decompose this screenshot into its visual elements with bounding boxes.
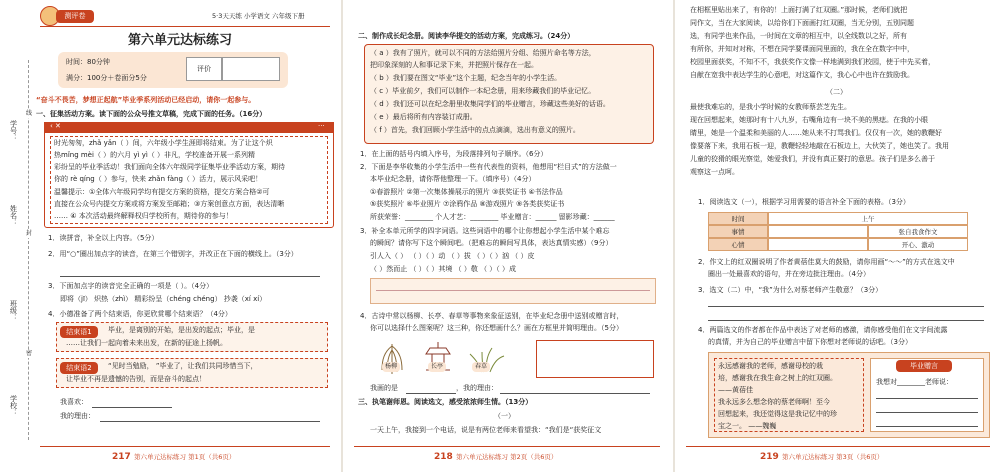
- article-line: 热mǐng mèi（ ）的六月 yì yì（ ）非凡，学校准备开展一系列精: [54, 151, 256, 159]
- plan-line: （ f ）首先，我们回顾小学生活中的点点滴滴，选出有意义的照片。: [370, 126, 580, 134]
- passage1-line: 有所你，并知对对称，不想在同学要课面同里面的，我在全在数字中中，: [690, 45, 914, 53]
- passage1-line: 自献在宽我中表达学生的心意吧，对这篇作文，我心心中也许在鼓励我。: [690, 71, 914, 79]
- back-icon[interactable]: ‹ ✕: [50, 122, 61, 130]
- pic-label-pavilion: 长亭: [428, 362, 446, 372]
- card-line: 我想对________老师说：: [876, 378, 953, 386]
- plan-line: （ d ）我们还可以在纪念册里收集同学们的毕业赠言，珍藏这些美好的话语。: [370, 100, 610, 108]
- quote-line: 宝之一。 ——魏巍: [718, 422, 777, 430]
- quote-line: 永远感谢我的老师，感谢母校的栽: [718, 362, 823, 370]
- quote-line: 回想起来，我还觉得这是我记忆中的珍: [718, 410, 837, 418]
- p2-idioms-1: 引人入（ ） （ ）（ ）动 （ ）拔 （ ）（ ）汹 （ ）皮: [370, 252, 535, 260]
- article-line: …… ④ 本次活动最终解释权归学校所有，期待你的参与！: [54, 212, 233, 220]
- message-line[interactable]: [876, 426, 978, 427]
- p3-question-4b: 的真情，并为自己的毕业赠言中留下你想对老师说的话吧。（3分）: [708, 338, 912, 346]
- footer-text: 第六单元达标练习 第1页（共6页）: [134, 453, 236, 461]
- time-label: 时间：80分钟: [66, 58, 110, 66]
- more-icon[interactable]: ···: [318, 122, 325, 130]
- p2-categories: 所获荣誉：________ 个人才艺：________ 毕业赠言：______ 留影珍藏：______: [370, 213, 615, 221]
- theme-banner: “奋斗不畏苦，梦想正起航”毕业季系列活动已经启动，请你一起参与。: [36, 96, 256, 104]
- side-label-number: 学号：: [9, 120, 18, 141]
- p2-question-2b: 本毕业纪念册，请你帮他整理一下。（填序号）（4分）: [370, 175, 536, 183]
- side-cut-3: 密: [26, 350, 33, 357]
- p2-question-4a: 4．古诗中常以杨柳、长亭、春草等事物来象征送别，在毕业纪念册中送别或赠言时，: [360, 312, 624, 320]
- p2-idioms-2: （ ）然而止 （ ）（ ）其境 （ ）敬 （ ）（ ）成: [370, 265, 517, 273]
- question-3-options: 即将（jī） 炽热（zhì） 精彩纷呈（chéng chéng） 抄袭（xí xí）: [60, 295, 267, 303]
- p3-question-1: 1．阅读选文（一），根据学习用需要的语言补全下面的表格。（3分）: [698, 198, 910, 206]
- table-cell: 上午: [768, 212, 968, 225]
- passage1-line: 选，有同学也来作品，一时间在文章的相互中，以全线数以之好，所有: [690, 32, 907, 40]
- article-line: 时光匆匆，zhǎ yǎn（ ）间，六年级小学生涯即将结束。为了让这个炽: [54, 139, 273, 147]
- table-cell-answer[interactable]: [768, 225, 868, 238]
- question-4: 4．小德准备了两个结束语，你更欣赏哪个结束语？（4分）: [48, 310, 232, 318]
- page-1: [0, 0, 340, 472]
- page-number: 218: [434, 452, 453, 462]
- side-cut-2: 封: [26, 230, 33, 237]
- score-label: 满分：100分＋卷面分5分: [66, 74, 147, 82]
- passage1-line: 校园里面获奖，不知不不，我获奖作文像一样地满到我们校园，使于中先买着，: [690, 58, 935, 66]
- drawing-box[interactable]: [536, 340, 654, 378]
- p2-items-1: ①春游照片 ②第一次集体操展示的照片 ③获奖证书 ④书法作品: [370, 188, 563, 196]
- pic-label-grass: 春草: [472, 362, 490, 372]
- passage-start: 一天上午，我接到一个电话，说是有两位老师来看望我：“我们是“获奖征文: [370, 426, 602, 434]
- table-cell: 开心、激动: [868, 238, 968, 251]
- ending-2-text: “见时当勉励， ”毕业了，让我们共同珍惜当下，: [108, 362, 258, 370]
- section1-heading: 一、征集活动方案。读下面的公众号推文草稿，完成下面的任务。（16分）: [36, 110, 267, 118]
- article-line: 温馨提示：①全体六年级同学均有提交方案的资格，提交方案合格②可: [54, 188, 270, 196]
- passage2-line: 最使我难忘的，是我小学时候的女教师蔡芸芝先生。: [690, 103, 851, 111]
- quote-line: 培，感谢我在我生命之树上的红双圈。: [718, 374, 837, 382]
- message-line[interactable]: [876, 412, 978, 413]
- section2-heading: 二、制作成长纪念册。阅读李华提交的活动方案，完成练习。（24分）: [358, 32, 575, 40]
- p2-answer-area[interactable]: [370, 278, 656, 304]
- passage1-line: 在相框里贴出来了，有你的！上面打满了红双圈。”那时候，老师们就把: [690, 6, 908, 14]
- ending-2-text: 让毕业不再是遗憾的告别，而是奋斗的起点！: [66, 375, 206, 383]
- footer-rule: [686, 446, 990, 447]
- article-line: 彩纷呈的毕业季活动！我们面向全体六年级同学征集毕业季活动方案，期待: [54, 163, 285, 171]
- symbol-images: [370, 340, 520, 380]
- section3-heading: 三、执笔谢师恩。阅读选文，感受浓浓师生情。（13分）: [358, 398, 533, 406]
- footer-rule: [40, 446, 330, 447]
- header-rule: [40, 26, 330, 27]
- plan-line: （ a ）我有了照片，就可以不同的方法给照片分组、给照片命名等方法，: [370, 49, 596, 57]
- side-label-name: 姓名：: [9, 205, 18, 226]
- reason-label-2: ，我的理由：: [456, 384, 498, 392]
- footer-text: 第六单元达标练习 第2页（共6页）: [456, 453, 558, 461]
- p2-question-3b: 的瞬间？请你写下这个瞬间吧。（把难忘的瞬间写具体，表达真情实感）（9分）: [370, 239, 613, 247]
- message-line[interactable]: [876, 398, 978, 399]
- table-cell: 时间: [708, 212, 768, 225]
- quote-line: 我永远多么想念你的蔡老师啊！至今: [718, 398, 830, 406]
- page-gutter: [673, 0, 675, 472]
- answer-line[interactable]: [708, 320, 984, 321]
- like-answer-line[interactable]: [92, 407, 172, 408]
- pic-label-willow: 杨柳: [382, 362, 400, 372]
- footer-text: 第六单元达标练习 第3页（共6页）: [782, 453, 884, 461]
- card-title: 毕业赠言: [896, 360, 952, 372]
- plan-line: 把印象深刻的人和事记录下来，并把照片保存在一起。: [370, 61, 538, 69]
- passage2-line: 睛里，她是一个温柔和美丽的人……她从来不打骂我们。仅仅有一次，她的教鞭好: [690, 129, 942, 137]
- eval-box[interactable]: [222, 57, 280, 81]
- page-title: 第六单元达标练习: [128, 33, 233, 48]
- passage2-line: 现在回想起来，她那时有十八九岁，右嘴角边有一块不美的黑痣。在我的小眼: [690, 116, 928, 124]
- side-label-class: 班级：: [9, 300, 18, 321]
- passage2-line: 观察这一点呵。: [690, 168, 739, 176]
- p2-question-2a: 2．下面是李华收集的小学生活中一些有代表性的资料，他想用“栏目式”的方法做一: [360, 163, 617, 171]
- p3-question-2b: 圈出一处最喜欢的语句，并在旁边批注理由。（4分）: [708, 270, 870, 278]
- ending-2-tag: 结束语2: [60, 362, 98, 374]
- answer-line[interactable]: [708, 306, 984, 307]
- eval-label: 评价: [186, 57, 222, 81]
- part-1-label: （一）: [494, 412, 515, 420]
- question-2: 2．用“○”圈出加点字的读音，在第三个错别字，并改正在下面的横线上。（3分）: [48, 250, 298, 258]
- test-badge: 测评卷: [56, 10, 94, 23]
- p3-question-3: 3．选文（二）中，“我”为什么对蔡老师产生敬意？（3分）: [698, 286, 883, 294]
- page-number: 219: [760, 452, 779, 462]
- answer-line: [376, 290, 650, 291]
- passage1-line: 同作文，当在大家阅读，以给你们下面画打红双圈，当无分别，五别同题: [690, 19, 914, 27]
- page-2: [344, 0, 672, 472]
- p2-question-3a: 3．补全本单元所学的四字词语。这些词语中的哪个让你想起小学生活中某个难忘: [360, 227, 610, 235]
- reason-answer-line-2[interactable]: [500, 393, 650, 394]
- quote-line: ——黄蓓佳: [718, 386, 753, 394]
- ending-1-tag: 结束语1: [60, 326, 98, 338]
- plan-line: （ b ）我们要在图文“毕业”这个主题，纪念当年的小学生活。: [370, 74, 562, 82]
- choose-label: 我画的是: [370, 384, 398, 392]
- p3-question-2a: 2．作文上的红双圈说明了作者黄蓓佳莫大的鼓励，请你用画“～～”的方式在选文中: [698, 258, 955, 266]
- plan-line: （ e ）最后将所有内容装订成册。: [370, 113, 477, 121]
- like-label: 我喜欢：: [60, 398, 88, 406]
- p2-items-2: ⑤获奖照片 ⑥毕业照片 ⑦涂鸦作品 ⑧游戏照片 ⑨各类获奖证书: [370, 200, 565, 208]
- reason-answer-line[interactable]: [100, 421, 320, 422]
- footer-rule: [354, 446, 660, 447]
- passage2-line: 儿童的狡猾的眼光察觉，她爱我们，并没有真正要打的意思。孩子们是多么善于: [690, 155, 935, 163]
- ending-1-text: 毕业，是离别的开始，是出发的起点；毕业，是: [108, 326, 255, 334]
- p3-question-4a: 4．两篇选文的作者都在作品中表达了对老师的感激，请你感受他们在文字间流露: [698, 326, 948, 334]
- page-3: [676, 0, 1000, 472]
- answer-line[interactable]: [60, 276, 320, 277]
- table-cell: 事情: [708, 225, 768, 238]
- side-cut-1: 线: [26, 110, 33, 117]
- table-cell-answer[interactable]: [768, 238, 868, 251]
- ending-1-text: ……让我们一起向着未来出发，在新的征途上扬帆。: [66, 339, 227, 347]
- article-line: 直接在公众号内提交方案或将方案发至邮箱；③方案创意点方面，表达清晰: [54, 200, 285, 208]
- passage2-line: 像要落下来，我用石板一迎，教鞭轻轻地敲在石板边上，大伙笑了，她也笑了。我用: [690, 142, 949, 150]
- table-cell: 心情: [708, 238, 768, 251]
- question-3: 3．下面加点字的读音完全正确的一项是（ ）。（4分）: [48, 282, 214, 290]
- p2-question-4b: 你可以选择什么图案呢？这三种，你还想画什么？画在方框里并简明理由。（5分）: [370, 324, 623, 332]
- side-label-school: 学校：: [9, 395, 18, 416]
- article-titlebar: [44, 122, 334, 133]
- plan-line: （ c ）毕业前夕，我们可以制作一本纪念册，用来珍藏我们的毕业记忆。: [370, 87, 596, 95]
- article-line: 你的 rè qíng（ ）参与，快来 zhǎn fàng（ ）活力，展示风采吧！: [54, 175, 263, 183]
- p2-question-1: 1．在上面的括号内填入序号，为段落排列句子顺序。（6分）: [360, 150, 548, 158]
- page-gutter: [341, 0, 343, 472]
- page-number: 217: [112, 452, 131, 462]
- part-2-label: （二）: [826, 88, 847, 96]
- reason-label: 我的理由：: [60, 412, 95, 420]
- choose-answer-line[interactable]: [406, 393, 456, 394]
- table-cell: 张自我食作文: [868, 225, 968, 238]
- question-1: 1．读拼音，补全以上内容。（5分）: [48, 234, 159, 242]
- series-label: 5·3天天练 小学语文 六年级下册: [212, 12, 305, 20]
